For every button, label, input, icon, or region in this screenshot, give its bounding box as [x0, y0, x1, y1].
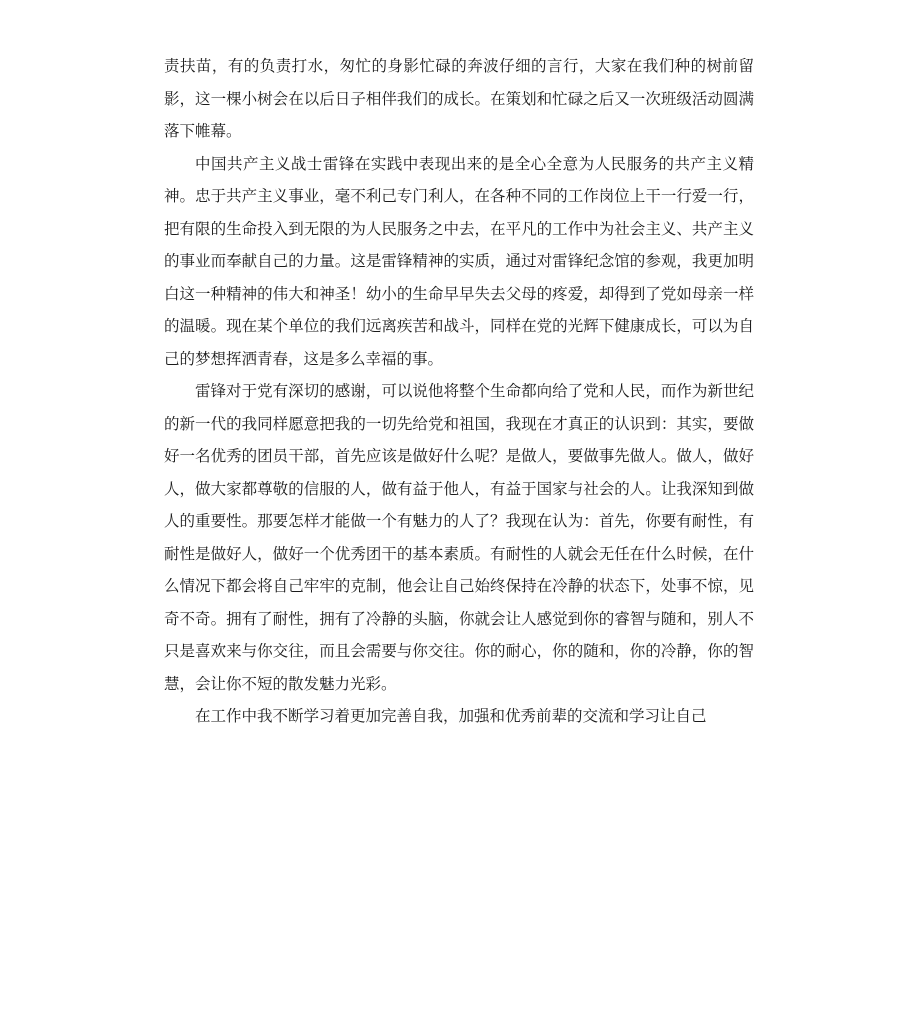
document-body: [164, 50, 754, 733]
paragraph-4: 在工作中我不断学习着更加完善自我，加强和优秀前辈的交流和学习让自己: [195, 707, 707, 725]
paragraph-1: 责扶苗，有的负责打水，匆忙的身影忙碌的奔波仔细的言行，大家在我们种的树前留影，这一棵小树会在以后日子相伴我们的成长。在策划和忙碌之后又一次班级活动圆满落下帷幕。: [164, 57, 754, 140]
paragraph-3: 雷锋对于党有深切的感谢，可以说他将整个生命都向给了党和人民，而作为新世纪的新一代的我同样愿意把我的一切先给党和祖国，我现在才真正的认识到：其实，要做好一名优秀的团员干部，首先应该是做好什么呢？是做人，要做事先做人。做人，做好人，做大家都尊敬的信服的人，做有益于他人，有益于国家与社会的人。让我深知到做人的重要性。那要怎样才能做一个有魅力的人了？我现在认为：首先，你要有耐性，有耐性是做好人，做好一个优秀团干的基本素质。有耐性的人就会无任在什么时候，在什么情况下都会将自己牢牢的克制，他会让自己始终保持在冷静的状态下，处事不惊，见奇不奇。拥有了耐性，拥有了冷静的头脑，你就会让人感觉到你的睿智与随和，别人不只是喜欢来与你交往，而且会需要与你交往。你的耐心，你的随和，你的冷静，你的智慧，会让你不短的散发魅力光彩。: [164, 382, 754, 693]
paragraph-2: 中国共产主义战士雷锋在实践中表现出来的是全心全意为人民服务的共产主义精神。忠于共产主义事业，毫不利己专门利人，在各种不同的工作岗位上干一行爱一行，把有限的生命投入到无限的为人民服务之中去，在平凡的工作中为社会主义、共产主义的事业而奉献自己的力量。这是雷锋精神的实质，通过对雷锋纪念馆的参观，我更加明白这一种精神的伟大和神圣！幼小的生命早早失去父母的疼爱，却得到了党如母亲一样的温暖。现在某个单位的我们远离疾苦和战斗，同样在党的光辉下健康成长，可以为自己的梦想挥洒青春，这是多么幸福的事。: [164, 154, 754, 368]
